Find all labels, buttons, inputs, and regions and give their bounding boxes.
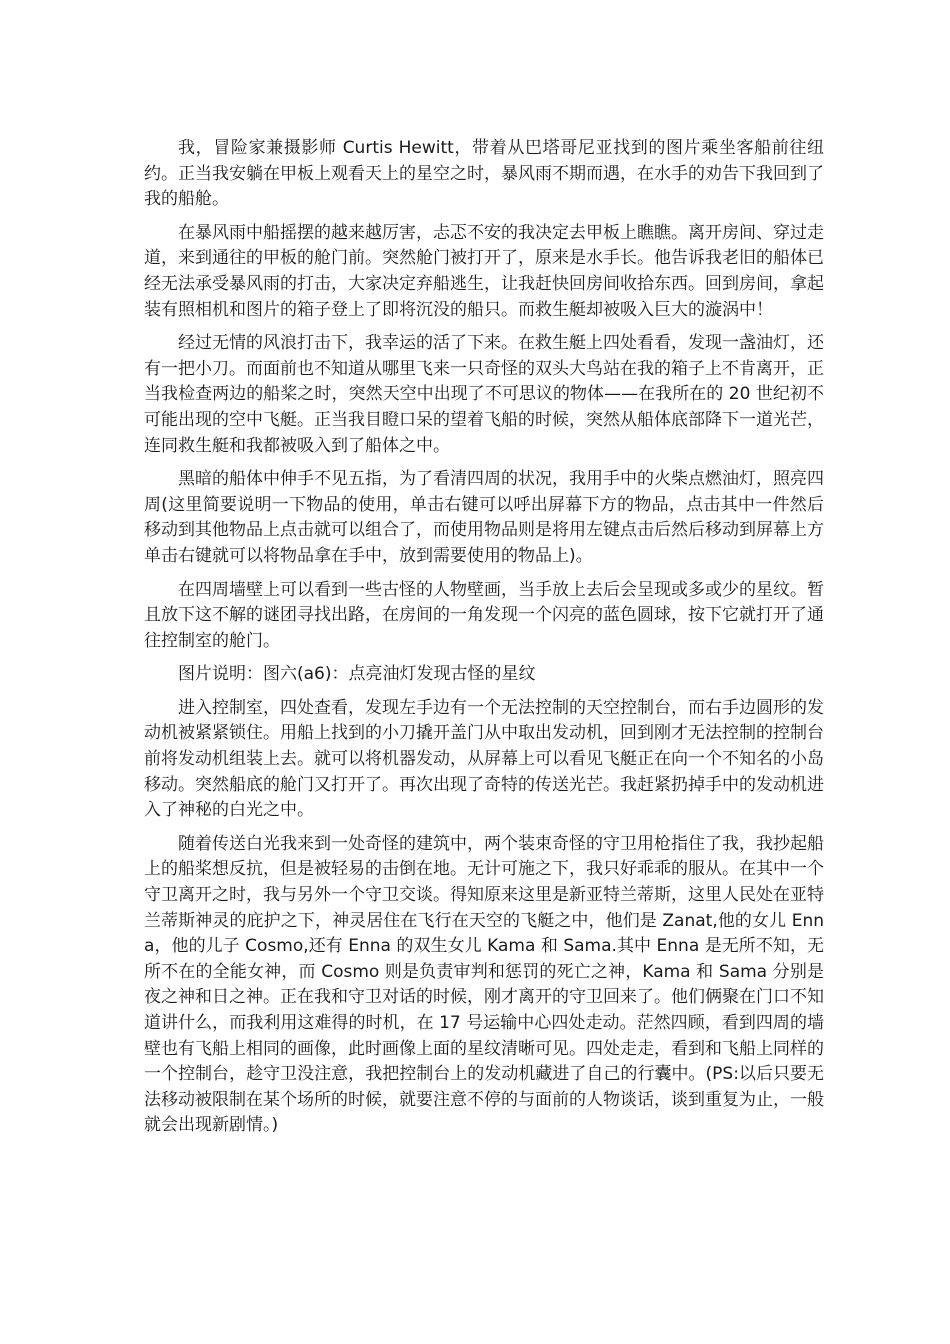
paragraph-3: 经过无情的风浪打击下，我幸运的活了下来。在救生艇上四处看看，发现一盏油灯，还有一把小刀。而面前也不知道从哪里飞来一只奇怪的双头大鸟站在我的箱子上不肯离开，正当我检查两边的船桨之时，突然天空中出现了不可思议的物体——在我所在的 20 世纪初不可能出现的空中飞艇。正当我目瞪口呆的望着飞船的时候，突然从船体底部降下一道光芒，连同救生艇和我都被吸入到了船体之中。 (144, 333, 824, 456)
paragraph-1: 我，冒险家兼摄影师 Curtis Hewitt，带着从巴塔哥尼亚找到的图片乘坐客船前往纽约。正当我安躺在甲板上观看天上的星空之时，暴风雨不期而遇，在水手的劝告下我回到了我的船舱。 (144, 138, 824, 210)
paragraph-2: 在暴风雨中船摇摆的越来越厉害，忐忑不安的我决定去甲板上瞧瞧。离开房间、穿过走道，来到通往的甲板的舱门前。突然舱门被打开了，原来是水手长。他告诉我老旧的船体已经无法承受暴风雨的打击，大家决定弃船逃生，让我赶快回房间收拾东西。回到房间，拿起装有照相机和图片的箱子登上了即将沉没的船只。而救生艇却被吸入巨大的漩涡中！ (144, 222, 824, 320)
paragraph-5: 在四周墙壁上可以看到一些古怪的人物壁画，当手放上去后会呈现或多或少的星纹。暂且放下这不解的谜团寻找出路，在房间的一角发现一个闪亮的蓝色圆球，按下它就打开了通往控制室的舱门。 (144, 579, 824, 651)
paragraph-7: 随着传送白光我来到一处奇怪的建筑中，两个装束奇怪的守卫用枪指住了我，我抄起船上的船桨想反抗，但是被轻易的击倒在地。无计可施之下，我只好乖乖的服从。在其中一个守卫离开之时，我与另外一个守卫交谈。得知原来这里是新亚特兰蒂斯，这里人民处在亚特兰蒂斯神灵的庇护之下，神灵居住在飞行在天空的飞艇之中，他们是 Zanat,他的女儿 Enna，他的儿子 Cosmo,还有 Enna 的双生女儿 Kama 和 Sama.其中 Enna 是无所不知，无所不在的全能女神，而 Cosmo 则是负责审判和惩罚的死亡之神，Kama 和 Sama 分别是夜之神和日之神。正在我和守卫对话的时候，刚才离开的守卫回来了。他们俩聚在门口不知道讲什么，而我利用这难得的时机，在 17 号运输中心四处走动。茫然四顾，看到四周的墙壁也有飞船上相同的画像，此时画像上面的星纹清晰可见。四处走走，看到和飞船上同样的一个控制台，趁守卫没注意，我把控制台上的发动机藏进了自己的行囊中。(PS:以后只要无法移动被限制在某个场所的时候，就要注意不停的与面前的人物谈话，谈到重复为止，一般就会出现新剧情。) (144, 833, 824, 1136)
paragraph-6: 进入控制室，四处查看，发现左手边有一个无法控制的天空控制台，而右手边圆形的发动机被紧紧锁住。用船上找到的小刀撬开盖门从中取出发动机，回到刚才无法控制的控制台前将发动机组装上去。就可以将机器发动，从屏幕上可以看见飞艇正在向一个不知名的小岛移动。突然船底的舱门又打开了。再次出现了奇特的传送光芒。我赶紧扔掉手中的发动机进入了神秘的白光之中。 (144, 697, 824, 821)
document-body (144, 136, 824, 1147)
figure-caption: 图片说明：图六(a6)：点亮油灯发现古怪的星纹 (178, 664, 536, 685)
paragraph-4: 黑暗的船体中伸手不见五指，为了看清四周的状况，我用手中的火柴点燃油灯，照亮四周(这里简要说明一下物品的使用，单击右键可以呼出屏幕下方的物品，点击其中一件然后移动到其他物品上点击就可以组合了，而使用物品则是将用左键点击后然后移动到屏幕上方单击右键就可以将物品拿在手中，放到需要使用的物品上)。 (144, 469, 824, 566)
